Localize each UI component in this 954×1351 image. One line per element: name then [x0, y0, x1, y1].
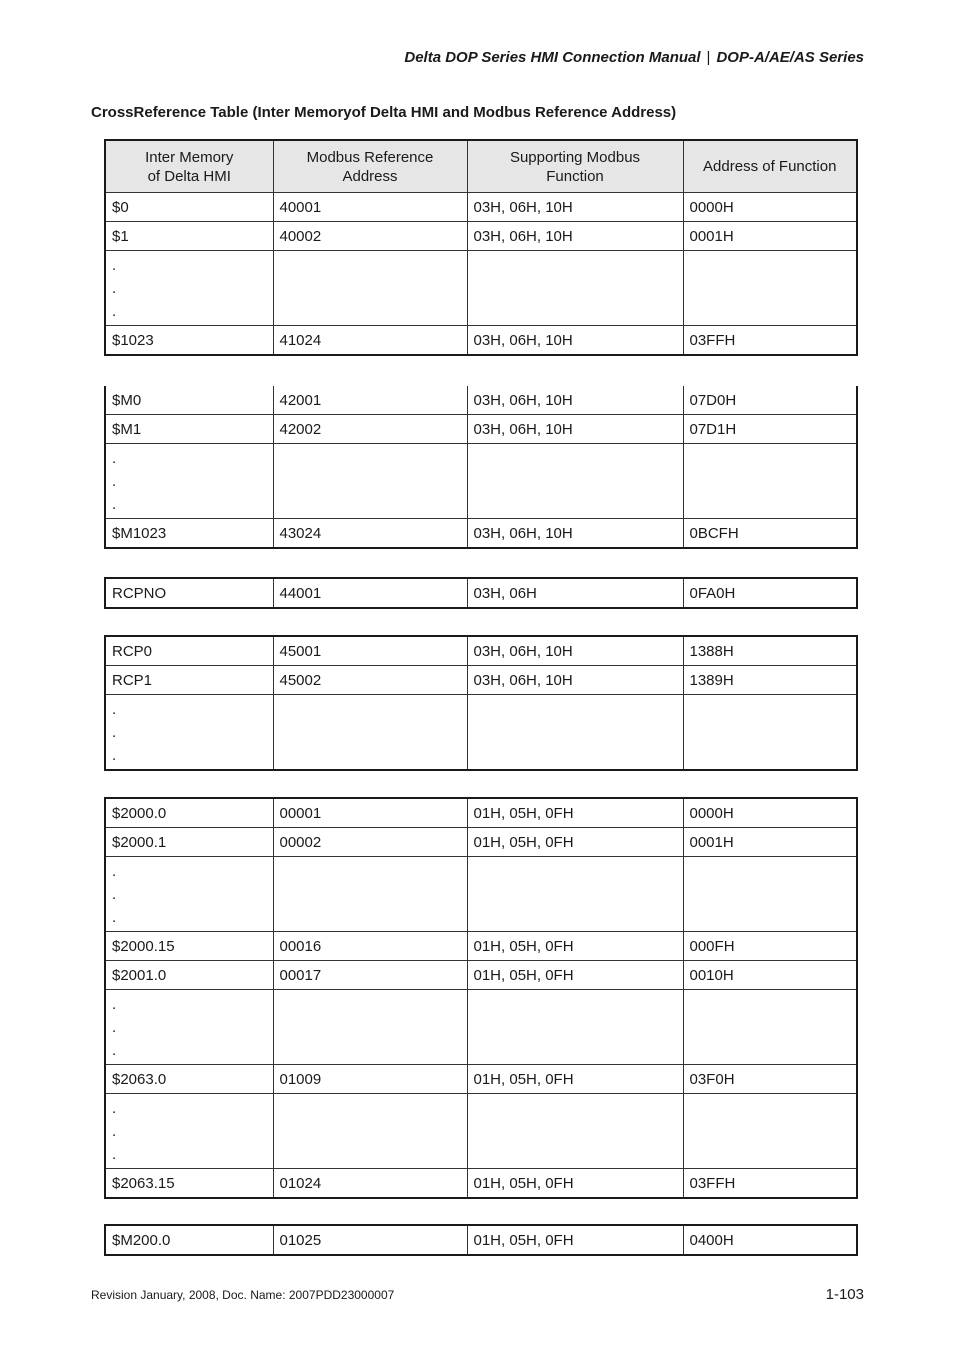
table-row — [105, 1169, 857, 1199]
cell-modbus-address: 43024 — [273, 519, 467, 549]
ellipsis-cell: . . . — [105, 444, 273, 519]
cell-modbus-address: 40002 — [273, 222, 467, 251]
cell-function: 03H, 06H — [467, 578, 683, 608]
cell-inter-memory: $2063.0 — [105, 1065, 273, 1094]
cross-reference-table-registers — [104, 139, 858, 356]
manual-title: Delta DOP Series HMI Connection Manual — [404, 49, 701, 66]
cell-inter-memory: RCP1 — [105, 666, 273, 695]
cell-function: 01H, 05H, 0FH — [467, 1225, 683, 1255]
cell-function-address: 000FH — [683, 932, 857, 961]
table-row — [105, 193, 857, 222]
ellipsis-row — [105, 990, 857, 1065]
cell-modbus-address: 42001 — [273, 386, 467, 415]
cell-function-address: 0010H — [683, 961, 857, 990]
table-row — [105, 666, 857, 695]
header-separator: | — [706, 49, 711, 66]
cell-function-address: 1388H — [683, 636, 857, 666]
cell-modbus-address: 44001 — [273, 578, 467, 608]
cell-inter-memory: $2063.15 — [105, 1169, 273, 1199]
header-inter-memory: Inter Memory of Delta HMI — [105, 140, 273, 193]
table-row — [105, 222, 857, 251]
table-header-row — [105, 140, 857, 193]
cell-inter-memory: $M1 — [105, 415, 273, 444]
table-row — [105, 961, 857, 990]
cell-modbus-address: 45002 — [273, 666, 467, 695]
cell-function-address: 03F0H — [683, 1065, 857, 1094]
ellipsis-cell: . . . — [105, 695, 273, 771]
ellipsis-row — [105, 251, 857, 326]
footer-revision: Revision January, 2008, Doc. Name: 2007PDD23000007 — [91, 1288, 395, 1302]
cell-inter-memory: RCP0 — [105, 636, 273, 666]
cell-function: 03H, 06H, 10H — [467, 519, 683, 549]
header-address-of-function: Address of Function — [683, 140, 857, 193]
cell-modbus-address: 01009 — [273, 1065, 467, 1094]
cell-function-address: 0000H — [683, 798, 857, 828]
cell-function: 01H, 05H, 0FH — [467, 1065, 683, 1094]
cell-function-address: 07D0H — [683, 386, 857, 415]
cell-inter-memory: RCPNO — [105, 578, 273, 608]
cross-reference-table-recipe — [104, 635, 858, 771]
table-row — [105, 1225, 857, 1255]
cross-reference-table-m-registers — [104, 386, 858, 549]
cell-function: 03H, 06H, 10H — [467, 222, 683, 251]
cell-inter-memory: $1023 — [105, 326, 273, 356]
table-row — [105, 415, 857, 444]
cell-function-address: 0001H — [683, 828, 857, 857]
cell-inter-memory: $1 — [105, 222, 273, 251]
cell-modbus-address: 01025 — [273, 1225, 467, 1255]
ellipsis-row — [105, 1094, 857, 1169]
cell-modbus-address: 45001 — [273, 636, 467, 666]
cell-inter-memory: $M0 — [105, 386, 273, 415]
cell-function-address: 0400H — [683, 1225, 857, 1255]
cell-function: 01H, 05H, 0FH — [467, 828, 683, 857]
cell-inter-memory: $2000.1 — [105, 828, 273, 857]
cell-function: 01H, 05H, 0FH — [467, 932, 683, 961]
cell-function-address: 07D1H — [683, 415, 857, 444]
cell-function: 03H, 06H, 10H — [467, 193, 683, 222]
section-title: CrossReference Table (Inter Memoryof Delta HMI and Modbus Reference Address) — [91, 104, 677, 121]
cell-function-address: 1389H — [683, 666, 857, 695]
cell-modbus-address: 42002 — [273, 415, 467, 444]
cross-reference-table-m-bits — [104, 1224, 858, 1256]
cell-modbus-address: 00017 — [273, 961, 467, 990]
cell-function: 03H, 06H, 10H — [467, 326, 683, 356]
cell-function-address: 0BCFH — [683, 519, 857, 549]
series-name: DOP-A/AE/AS Series — [716, 49, 864, 66]
cell-modbus-address: 00001 — [273, 798, 467, 828]
table-row — [105, 386, 857, 415]
ellipsis-cell: . . . — [105, 251, 273, 326]
cell-modbus-address: 01024 — [273, 1169, 467, 1199]
cell-function: 03H, 06H, 10H — [467, 636, 683, 666]
cell-modbus-address: 40001 — [273, 193, 467, 222]
table-row — [105, 932, 857, 961]
ellipsis-row — [105, 695, 857, 771]
cell-modbus-address: 00002 — [273, 828, 467, 857]
cell-inter-memory: $2001.0 — [105, 961, 273, 990]
page-header — [404, 49, 864, 66]
table-row — [105, 798, 857, 828]
cell-modbus-address: 00016 — [273, 932, 467, 961]
cell-function: 03H, 06H, 10H — [467, 386, 683, 415]
cell-function-address: 0001H — [683, 222, 857, 251]
cell-inter-memory: $M1023 — [105, 519, 273, 549]
header-modbus-reference: Modbus Reference Address — [273, 140, 467, 193]
ellipsis-cell: . . . — [105, 990, 273, 1065]
cell-function-address: 03FFH — [683, 1169, 857, 1199]
ellipsis-row — [105, 857, 857, 932]
table-row — [105, 578, 857, 608]
cell-function-address: 03FFH — [683, 326, 857, 356]
cell-function: 01H, 05H, 0FH — [467, 961, 683, 990]
table-row — [105, 326, 857, 356]
cross-reference-table-bits — [104, 797, 858, 1199]
table-row — [105, 1065, 857, 1094]
header-supporting-function: Supporting Modbus Function — [467, 140, 683, 193]
table-row — [105, 828, 857, 857]
cell-function: 01H, 05H, 0FH — [467, 1169, 683, 1199]
cell-inter-memory: $0 — [105, 193, 273, 222]
cell-function-address: 0FA0H — [683, 578, 857, 608]
table-row — [105, 636, 857, 666]
cell-modbus-address: 41024 — [273, 326, 467, 356]
cell-inter-memory: $2000.15 — [105, 932, 273, 961]
cell-inter-memory: $2000.0 — [105, 798, 273, 828]
page-number: 1-103 — [825, 1286, 864, 1303]
cell-inter-memory: $M200.0 — [105, 1225, 273, 1255]
cell-function: 03H, 06H, 10H — [467, 415, 683, 444]
cell-function: 03H, 06H, 10H — [467, 666, 683, 695]
table-row — [105, 519, 857, 549]
ellipsis-row — [105, 444, 857, 519]
cross-reference-table-recipe-number — [104, 577, 858, 609]
cell-function: 01H, 05H, 0FH — [467, 798, 683, 828]
ellipsis-cell: . . . — [105, 1094, 273, 1169]
ellipsis-cell: . . . — [105, 857, 273, 932]
cell-function-address: 0000H — [683, 193, 857, 222]
